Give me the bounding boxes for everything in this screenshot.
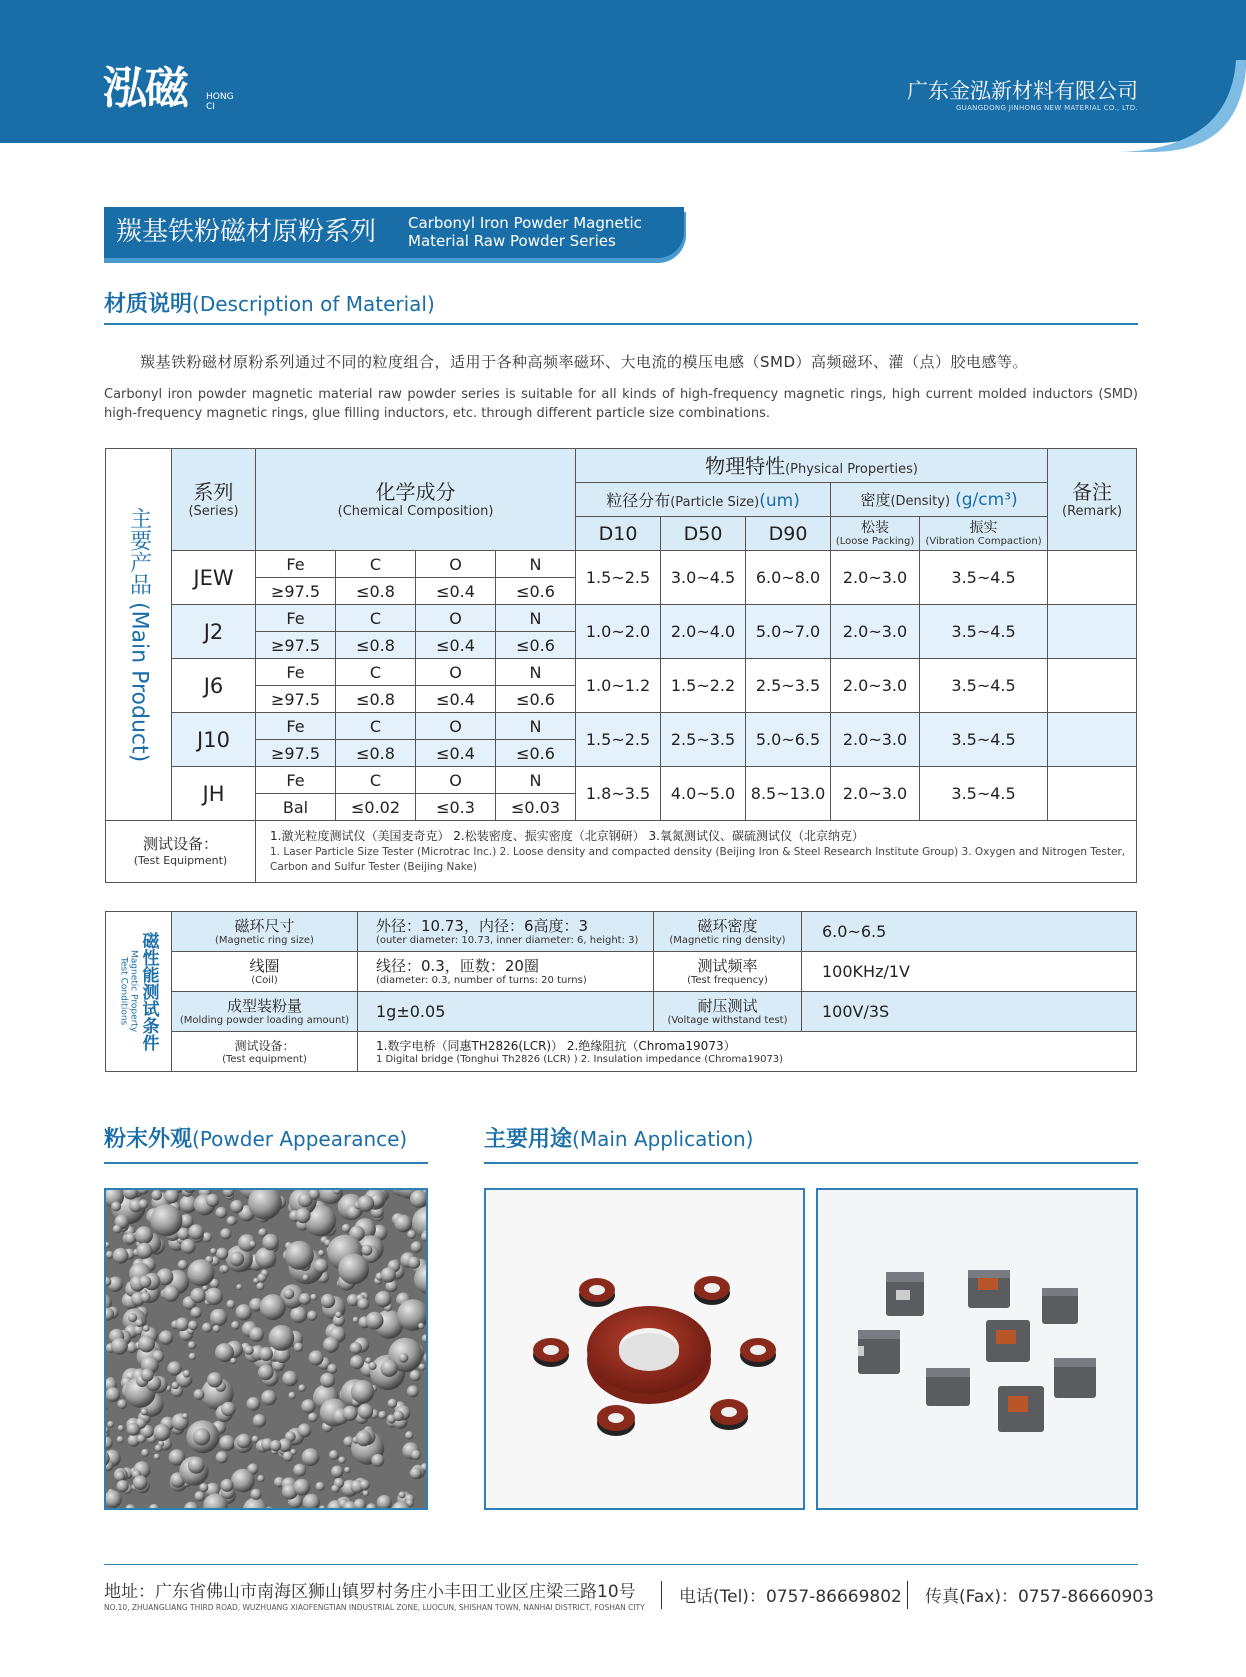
powder-particle bbox=[407, 1230, 416, 1239]
powder-particle bbox=[191, 1307, 202, 1318]
powder-particle bbox=[236, 1304, 252, 1320]
powder-particle bbox=[118, 1425, 124, 1431]
powder-particle bbox=[371, 1454, 384, 1467]
element-cell: Fe bbox=[256, 659, 336, 686]
powder-particle bbox=[210, 1248, 216, 1254]
voltage-test-value: 100V/3S bbox=[802, 992, 1137, 1032]
powder-particle bbox=[138, 1335, 155, 1352]
powder-particle bbox=[111, 1201, 121, 1211]
powder-particle bbox=[178, 1260, 188, 1270]
value-cell: ≤0.4 bbox=[416, 632, 496, 659]
powder-particle bbox=[155, 1445, 162, 1452]
d90-cell: 8.5~13.0 bbox=[746, 767, 831, 821]
powder-particle bbox=[351, 1380, 374, 1403]
powder-particle bbox=[411, 1241, 422, 1252]
powder-particle bbox=[335, 1312, 341, 1318]
powder-particle bbox=[125, 1233, 136, 1244]
powder-particle bbox=[255, 1247, 276, 1268]
powder-particle bbox=[358, 1195, 375, 1212]
powder-particle bbox=[375, 1291, 391, 1307]
powder-particle bbox=[139, 1276, 151, 1288]
powder-particle bbox=[117, 1399, 127, 1409]
header-d90: D90 bbox=[746, 517, 831, 551]
powder-particle bbox=[285, 1241, 314, 1270]
main-product-label: 主要产品 (Main Product) bbox=[126, 506, 152, 763]
powder-particle bbox=[301, 1399, 315, 1413]
value-cell: ≤0.3 bbox=[416, 794, 496, 821]
vibration-cell: 3.5~4.5 bbox=[920, 713, 1048, 767]
powder-particle bbox=[309, 1350, 324, 1365]
powder-particle bbox=[106, 1251, 114, 1259]
powder-particle bbox=[361, 1245, 372, 1256]
powder-particle bbox=[231, 1321, 240, 1330]
remark-cell bbox=[1048, 551, 1137, 605]
element-cell: C bbox=[336, 713, 416, 740]
powder-rule bbox=[104, 1162, 428, 1164]
powder-particle bbox=[399, 1491, 406, 1498]
powder-particle bbox=[199, 1483, 208, 1492]
powder-particle bbox=[141, 1408, 148, 1415]
powder-particle bbox=[249, 1241, 256, 1248]
powder-particle bbox=[127, 1423, 140, 1436]
powder-particle bbox=[230, 1358, 236, 1364]
powder-particle bbox=[314, 1259, 329, 1274]
d10-cell: 1.0~2.0 bbox=[576, 605, 661, 659]
powder-particle bbox=[253, 1414, 266, 1427]
ring-density-label: 磁环密度 (Magnetic ring density) bbox=[654, 912, 802, 952]
element-cell: N bbox=[496, 659, 576, 686]
powder-particle bbox=[407, 1385, 419, 1397]
value-cell: ≤0.4 bbox=[416, 740, 496, 767]
d10-cell: 1.0~1.2 bbox=[576, 659, 661, 713]
powder-particle bbox=[220, 1228, 231, 1239]
powder-particle bbox=[221, 1265, 229, 1273]
value-cell: ≤0.8 bbox=[336, 740, 416, 767]
powder-particle bbox=[299, 1293, 311, 1305]
header-loose: 松装 (Loose Packing) bbox=[831, 517, 920, 551]
vibration-cell: 3.5~4.5 bbox=[920, 659, 1048, 713]
test-equipment-value: 1.数字电桥（同惠TH2826(LCR)） 2.绝缘阻抗（Chroma19073） 1 Digital bridge (Tonghui Th2826 (LCR) ) 2. Insulation impedance (Chroma19073) bbox=[358, 1032, 1137, 1072]
powder-particle bbox=[284, 1288, 295, 1299]
powder-particle bbox=[318, 1250, 325, 1257]
d50-cell: 2.5~3.5 bbox=[661, 713, 746, 767]
description-cn: 羰基铁粉磁材原粉系列通过不同的粒度组合，适用于各种高频率磁环、大电流的模压电感（SMD）高频磁环、灌（点）胶电感等。 bbox=[140, 353, 1029, 371]
telephone: 电话(Tel)：0757-86669802 bbox=[679, 1587, 902, 1607]
powder-particle bbox=[331, 1485, 339, 1493]
element-cell: N bbox=[496, 713, 576, 740]
powder-particle bbox=[236, 1434, 251, 1449]
powder-particle bbox=[117, 1436, 124, 1443]
powder-particle bbox=[302, 1448, 320, 1466]
test-equipment-label: 测试设备： (Test equipment) bbox=[172, 1032, 358, 1072]
powder-particle bbox=[188, 1341, 196, 1349]
coil-label: 线圈 (Coil) bbox=[172, 952, 358, 992]
element-cell: O bbox=[416, 767, 496, 794]
powder-particle bbox=[244, 1346, 253, 1355]
powder-particle bbox=[128, 1313, 137, 1322]
powder-particle bbox=[213, 1325, 221, 1333]
d10-cell: 1.8~3.5 bbox=[576, 767, 661, 821]
powder-particle bbox=[258, 1365, 274, 1381]
powder-particle bbox=[249, 1327, 264, 1342]
powder-particle bbox=[216, 1451, 228, 1463]
powder-particle bbox=[294, 1342, 304, 1352]
element-cell: Fe bbox=[256, 767, 336, 794]
powder-particle bbox=[257, 1273, 266, 1282]
test-conditions-table bbox=[105, 911, 1137, 1072]
powder-particle bbox=[378, 1411, 386, 1419]
element-cell: N bbox=[496, 551, 576, 578]
header-d10: D10 bbox=[576, 517, 661, 551]
d50-cell: 4.0~5.0 bbox=[661, 767, 746, 821]
powder-particle bbox=[411, 1450, 421, 1460]
powder-particle bbox=[418, 1323, 424, 1329]
powder-particle bbox=[133, 1475, 148, 1490]
powder-particle bbox=[216, 1207, 228, 1219]
loose-cell: 2.0~3.0 bbox=[831, 605, 920, 659]
ring-density-value: 6.0~6.5 bbox=[802, 912, 1137, 952]
powder-particle bbox=[342, 1224, 351, 1233]
loose-cell: 2.0~3.0 bbox=[831, 659, 920, 713]
powder-particle bbox=[329, 1450, 339, 1460]
value-cell: ≤0.4 bbox=[416, 686, 496, 713]
powder-particle bbox=[221, 1402, 236, 1417]
element-cell: N bbox=[496, 767, 576, 794]
powder-particle bbox=[113, 1248, 129, 1264]
element-cell: Fe bbox=[256, 713, 336, 740]
powder-particle bbox=[189, 1353, 196, 1360]
d50-cell: 2.0~4.0 bbox=[661, 605, 746, 659]
equipment-list: 1.激光粒度测试仪（美国麦奇克） 2.松装密度、振实密度（北京钢研） 3.氧氮测试仪、碳硫测试仪（北京纳克） 1. Laser Particle Size Tester (Microtrac Inc.) 2. Loose density and compacted density (Beijing Iron & Steel Research Institute Group) 3. Oxygen and Nitrogen Tester, Carbon and Sulfur Tester (Beijing Nake) bbox=[256, 821, 1137, 883]
value-cell: ≤0.6 bbox=[496, 632, 576, 659]
powder-particle bbox=[307, 1311, 317, 1321]
powder-particle bbox=[153, 1424, 170, 1441]
powder-particle bbox=[251, 1489, 262, 1500]
powder-particle bbox=[366, 1312, 384, 1330]
powder-particle bbox=[111, 1338, 128, 1355]
powder-particle bbox=[388, 1399, 398, 1409]
application-heading: 主要用途(Main Application) bbox=[484, 1127, 754, 1152]
main-product-label-cell bbox=[106, 449, 172, 821]
powder-particle bbox=[154, 1454, 160, 1460]
value-cell: ≥97.5 bbox=[256, 686, 336, 713]
powder-heading: 粉末外观(Powder Appearance) bbox=[104, 1127, 408, 1152]
value-cell: ≤0.03 bbox=[496, 794, 576, 821]
banner-title-en: Carbonyl Iron Powder Magnetic Material Raw Powder Series bbox=[408, 214, 642, 250]
powder-particle bbox=[143, 1325, 150, 1332]
powder-particle bbox=[344, 1467, 350, 1473]
d10-cell: 1.5~2.5 bbox=[576, 713, 661, 767]
value-cell: ≤0.02 bbox=[336, 794, 416, 821]
element-cell: N bbox=[496, 605, 576, 632]
banner-title: 羰基铁粉磁材原粉系列 bbox=[116, 217, 377, 247]
page-header bbox=[0, 0, 1246, 153]
description-heading: 材质说明(Description of Material) bbox=[104, 292, 435, 317]
d50-cell: 3.0~4.5 bbox=[661, 551, 746, 605]
powder-particle bbox=[227, 1216, 237, 1226]
powder-particle bbox=[315, 1482, 324, 1491]
product-table bbox=[105, 448, 1137, 883]
value-cell: ≥97.5 bbox=[256, 578, 336, 605]
application-rule bbox=[484, 1162, 1138, 1164]
powder-particle bbox=[338, 1254, 369, 1285]
vibration-cell: 3.5~4.5 bbox=[920, 551, 1048, 605]
series-banner bbox=[104, 207, 684, 258]
powder-particle bbox=[298, 1424, 312, 1438]
powder-particle bbox=[136, 1243, 152, 1259]
loading-amount-label: 成型装粉量 (Molding powder loading amount) bbox=[172, 992, 358, 1032]
powder-particle bbox=[262, 1234, 279, 1251]
inductor-image bbox=[818, 1190, 1136, 1508]
powder-particle bbox=[107, 1421, 114, 1428]
powder-particle bbox=[320, 1373, 335, 1388]
powder-particle bbox=[194, 1389, 205, 1400]
powder-particle bbox=[321, 1294, 335, 1308]
element-cell: O bbox=[416, 551, 496, 578]
loose-cell: 2.0~3.0 bbox=[831, 713, 920, 767]
powder-particle bbox=[360, 1480, 370, 1490]
d10-cell: 1.5~2.5 bbox=[576, 551, 661, 605]
powder-particle bbox=[269, 1325, 295, 1351]
value-cell: ≤0.6 bbox=[496, 686, 576, 713]
powder-particle bbox=[369, 1362, 377, 1370]
powder-particle bbox=[194, 1491, 204, 1501]
value-cell: ≤0.6 bbox=[496, 578, 576, 605]
value-cell: ≤0.4 bbox=[416, 578, 496, 605]
element-cell: O bbox=[416, 713, 496, 740]
footer-separator bbox=[907, 1581, 908, 1609]
powder-particle bbox=[270, 1440, 281, 1451]
powder-particle bbox=[399, 1353, 409, 1363]
d90-cell: 5.0~6.5 bbox=[746, 713, 831, 767]
powder-particle bbox=[163, 1285, 180, 1302]
remark-cell bbox=[1048, 659, 1137, 713]
powder-particle bbox=[380, 1359, 398, 1377]
series-cell: J10 bbox=[172, 713, 256, 767]
powder-particle bbox=[159, 1330, 173, 1344]
series-cell: J6 bbox=[172, 659, 256, 713]
powder-particle bbox=[207, 1372, 222, 1387]
value-cell: ≤0.8 bbox=[336, 686, 416, 713]
powder-particle bbox=[260, 1294, 286, 1320]
header-physical: 物理特性(Physical Properties) bbox=[576, 449, 1048, 483]
powder-particle bbox=[353, 1317, 359, 1323]
value-cell: ≥97.5 bbox=[256, 740, 336, 767]
loose-cell: 2.0~3.0 bbox=[831, 767, 920, 821]
powder-particle bbox=[113, 1225, 122, 1234]
remark-cell bbox=[1048, 605, 1137, 659]
powder-particle bbox=[141, 1368, 154, 1381]
element-cell: C bbox=[336, 605, 416, 632]
powder-particle bbox=[261, 1390, 276, 1405]
series-cell: JEW bbox=[172, 551, 256, 605]
powder-particle bbox=[188, 1321, 198, 1331]
powder-particle bbox=[137, 1434, 146, 1443]
powder-particle bbox=[283, 1451, 293, 1461]
powder-particle bbox=[221, 1479, 234, 1492]
header-particle-size: 粒径分布(Particle Size)(um) bbox=[576, 483, 831, 517]
powder-particle bbox=[140, 1292, 151, 1303]
powder-particle bbox=[405, 1431, 413, 1439]
powder-particle bbox=[350, 1355, 364, 1369]
header-density: 密度(Density) (g/cm³) bbox=[831, 483, 1048, 517]
powder-particle bbox=[231, 1469, 255, 1493]
powder-particle bbox=[205, 1288, 223, 1306]
powder-particle bbox=[410, 1370, 421, 1381]
address: 地址：广东省佛山市南海区狮山镇罗村务庄小丰田工业区庄梁三路10号 bbox=[104, 1582, 636, 1602]
element-cell: O bbox=[416, 659, 496, 686]
powder-particle bbox=[236, 1284, 242, 1290]
test-conditions-label: 磁性能测试条件 Magnetic Property Test Conditions bbox=[106, 912, 172, 1072]
value-cell: ≤0.8 bbox=[336, 632, 416, 659]
powder-particle bbox=[167, 1361, 181, 1375]
powder-particle bbox=[302, 1274, 309, 1281]
powder-particle bbox=[175, 1317, 189, 1331]
powder-particle bbox=[259, 1347, 273, 1361]
equipment-label: 测试设备： (Test Equipment) bbox=[106, 821, 256, 883]
powder-image bbox=[106, 1190, 426, 1508]
remark-cell bbox=[1048, 713, 1137, 767]
d90-cell: 6.0~8.0 bbox=[746, 551, 831, 605]
powder-particle bbox=[298, 1384, 305, 1391]
powder-particle bbox=[408, 1257, 420, 1269]
toroid-photo bbox=[484, 1188, 805, 1510]
loading-amount-value: 1g±0.05 bbox=[358, 992, 654, 1032]
powder-particle bbox=[188, 1224, 204, 1240]
powder-particle bbox=[247, 1397, 261, 1411]
d50-cell: 1.5~2.2 bbox=[661, 659, 746, 713]
ring-size-label: 磁环尺寸 (Magnetic ring size) bbox=[172, 912, 358, 952]
powder-particle bbox=[230, 1200, 243, 1213]
footer-separator bbox=[661, 1581, 662, 1609]
logo: 泓磁 bbox=[103, 63, 187, 114]
powder-particle bbox=[187, 1259, 214, 1286]
header-vibration: 振实 (Vibration Compaction) bbox=[920, 517, 1048, 551]
powder-particle bbox=[202, 1323, 212, 1333]
header-series: 系列 (Series) bbox=[172, 449, 256, 551]
company-name: 广东金泓新材料有限公司 bbox=[907, 79, 1138, 103]
powder-particle bbox=[190, 1288, 205, 1303]
fax: 传真(Fax)：0757-86660903 bbox=[925, 1587, 1154, 1607]
powder-particle bbox=[117, 1480, 129, 1492]
powder-particle bbox=[282, 1371, 298, 1387]
description-rule bbox=[104, 323, 1138, 325]
d90-cell: 2.5~3.5 bbox=[746, 659, 831, 713]
powder-particle bbox=[135, 1319, 143, 1327]
powder-particle bbox=[181, 1239, 196, 1254]
header-d50: D50 bbox=[661, 517, 746, 551]
powder-particle bbox=[151, 1190, 162, 1200]
powder-particle bbox=[323, 1337, 339, 1353]
powder-particle bbox=[410, 1467, 422, 1479]
remark-cell bbox=[1048, 767, 1137, 821]
powder-particle bbox=[290, 1306, 307, 1323]
ring-size-value: 外径：10.73，内径：6高度：3 (outer diameter: 10.73, inner diameter: 6, height: 3) bbox=[358, 912, 654, 952]
powder-particle bbox=[206, 1194, 219, 1207]
powder-particle bbox=[293, 1464, 306, 1477]
powder-particle bbox=[358, 1404, 374, 1420]
powder-particle bbox=[229, 1251, 244, 1266]
powder-particle bbox=[150, 1204, 182, 1236]
test-frequency-value: 100KHz/1V bbox=[802, 952, 1137, 992]
element-cell: C bbox=[336, 659, 416, 686]
powder-particle bbox=[338, 1457, 345, 1464]
powder-micrograph bbox=[104, 1188, 428, 1510]
powder-particle bbox=[135, 1226, 153, 1244]
powder-particle bbox=[381, 1267, 396, 1282]
powder-particle bbox=[115, 1471, 126, 1482]
powder-particle bbox=[210, 1309, 227, 1326]
powder-particle bbox=[226, 1300, 235, 1309]
value-cell: Bal bbox=[256, 794, 336, 821]
powder-particle bbox=[193, 1428, 210, 1445]
powder-particle bbox=[394, 1215, 412, 1233]
powder-particle bbox=[182, 1413, 188, 1419]
powder-particle bbox=[293, 1479, 310, 1496]
powder-particle bbox=[357, 1298, 369, 1310]
powder-particle bbox=[343, 1406, 358, 1421]
powder-particle bbox=[288, 1392, 295, 1399]
element-cell: O bbox=[416, 605, 496, 632]
powder-particle bbox=[350, 1342, 362, 1354]
powder-particle bbox=[331, 1466, 343, 1478]
powder-particle bbox=[257, 1475, 264, 1482]
voltage-test-label: 耐压测试 (Voltage withstand test) bbox=[654, 992, 802, 1032]
d90-cell: 5.0~7.0 bbox=[746, 605, 831, 659]
coil-value: 线径：0.3，匝数：20圈 (diameter: 0.3, number of turns: 20 turns) bbox=[358, 952, 654, 992]
vibration-cell: 3.5~4.5 bbox=[920, 605, 1048, 659]
value-cell: ≥97.5 bbox=[256, 632, 336, 659]
powder-particle bbox=[138, 1199, 148, 1209]
powder-particle bbox=[172, 1382, 180, 1390]
logo-sub: HONG CI bbox=[206, 92, 234, 112]
series-cell: J2 bbox=[172, 605, 256, 659]
powder-particle bbox=[183, 1370, 191, 1378]
company-name-en: GUANGDONG JINHONG NEW MATERIAL CO., LTD. bbox=[955, 104, 1138, 112]
element-cell: Fe bbox=[256, 605, 336, 632]
powder-particle bbox=[393, 1411, 404, 1422]
powder-particle bbox=[295, 1208, 310, 1223]
element-cell: C bbox=[336, 767, 416, 794]
address-en: NO.10, ZHUANGLIANG THIRD ROAD, WUZHUANG XIAOFENGTIAN INDUSTRIAL ZONE, LUOCUN, SHISHAN TOWN, NANHAI DISTRICT, FOSHAN CITY bbox=[104, 1603, 645, 1612]
header-remark: 备注 (Remark) bbox=[1048, 449, 1137, 551]
powder-particle bbox=[141, 1449, 149, 1457]
powder-particle bbox=[356, 1430, 372, 1446]
element-cell: Fe bbox=[256, 551, 336, 578]
element-cell: C bbox=[336, 551, 416, 578]
value-cell: ≤0.6 bbox=[496, 740, 576, 767]
powder-particle bbox=[327, 1364, 337, 1374]
header-chemical: 化学成分 (Chemical Composition) bbox=[256, 449, 576, 551]
test-frequency-label: 测试频率 (Test frequency) bbox=[654, 952, 802, 992]
value-cell: ≤0.8 bbox=[336, 578, 416, 605]
series-cell: JH bbox=[172, 767, 256, 821]
powder-particle bbox=[363, 1490, 369, 1496]
powder-particle bbox=[188, 1457, 205, 1474]
inductor-photo bbox=[816, 1188, 1138, 1510]
powder-particle bbox=[219, 1435, 235, 1451]
vibration-cell: 3.5~4.5 bbox=[920, 767, 1048, 821]
footer-rule bbox=[104, 1564, 1138, 1565]
powder-particle bbox=[216, 1248, 228, 1260]
powder-particle bbox=[106, 1387, 120, 1402]
toroid-image bbox=[486, 1190, 803, 1508]
powder-particle bbox=[310, 1294, 317, 1301]
loose-cell: 2.0~3.0 bbox=[831, 551, 920, 605]
description-en: Carbonyl iron powder magnetic material raw powder series is suitable for all kinds of high-frequency magnetic rings, high current molded inductors (SMD) high-frequency magnetic rings, glue filling inductors, etc. through different particle size combinations. bbox=[104, 387, 1138, 421]
powder-particle bbox=[308, 1413, 318, 1423]
